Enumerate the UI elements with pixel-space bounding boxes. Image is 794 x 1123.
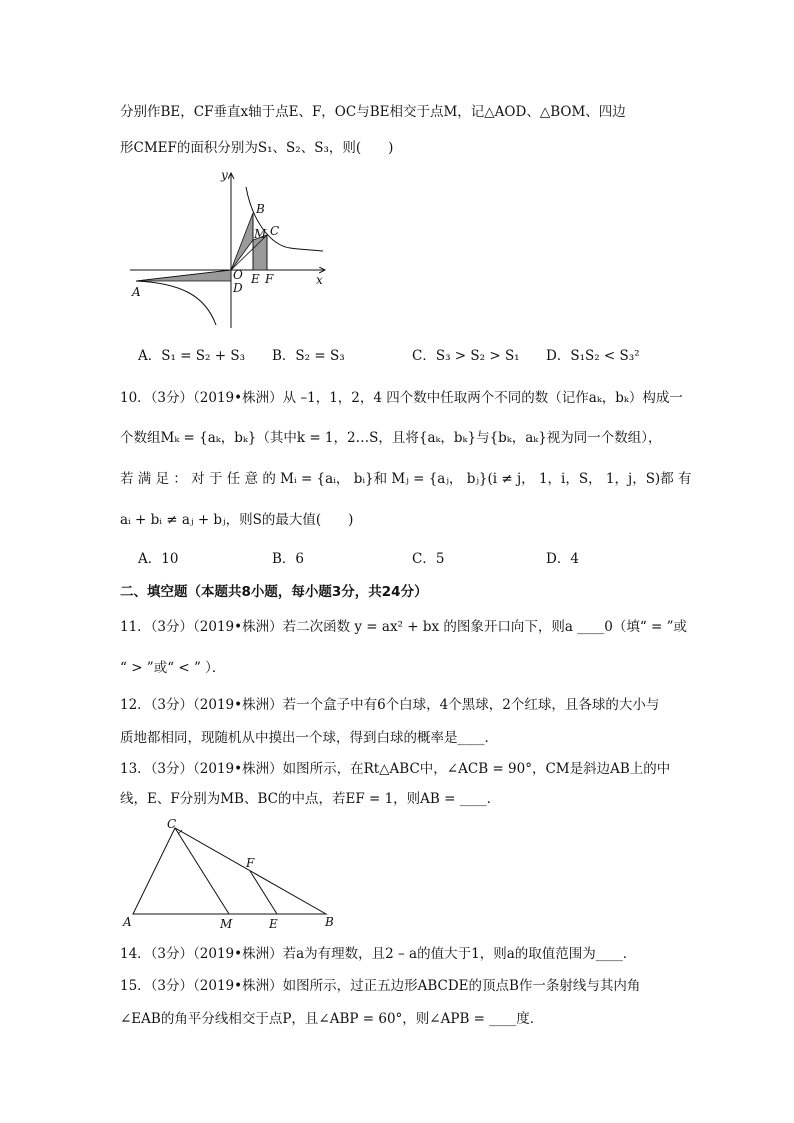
q13-label-C: C <box>167 818 177 831</box>
q13-label-F: F <box>246 856 255 870</box>
q13-label-B: B <box>325 915 334 929</box>
q13-segment-EF <box>250 871 277 914</box>
q10-text-line-4: aᵢ + bᵢ ≠ aⱼ + bⱼ，则S的最大值( ) <box>120 512 354 528</box>
q13-triangle-ABC <box>133 828 326 914</box>
q15-text-line-2: ∠EAB的角平分线相交于点P，且∠ABP = 60°，则∠APB = ____度． <box>120 1011 544 1027</box>
q15-text-line-1: 15．（3分）（2019•株洲）如图所示，过正五边形ABCDE的顶点B作一条射线与其内角 <box>120 978 641 994</box>
q10-option-a: A．10 <box>138 551 179 567</box>
q10-text-line-1: 10．（3分）（2019•株洲）从 –1，1，2，4 四个数中任取两个不同的数（记作aₖ，bₖ）构成一 <box>120 390 683 406</box>
q9-label-x: x <box>316 273 323 287</box>
q9-triangle-BOM <box>231 213 253 270</box>
q9-label-D: D <box>233 281 243 295</box>
q14-text-line-1: 14．（3分）（2019•株洲）若a为有理数，且2 – a的值大于1，则a的取值范围为____． <box>120 946 637 962</box>
q9-option-b: B．S₂ = S₃ <box>272 348 345 364</box>
q9-label-B: B <box>256 202 265 216</box>
q9-label-C: C <box>270 224 280 238</box>
q9-text-line-2: 形CMEF的面积分别为S₁、S₂、S₃，则( ) <box>120 140 394 156</box>
q10-option-d: D．4 <box>546 551 579 567</box>
q11-text-line-2: “ > ”或“ < ” ）． <box>120 660 226 676</box>
q13-text-line-1: 13．（3分）（2019•株洲）如图所示，在Rt△ABC中，∠ACB = 90°，CM是斜边AB上的中 <box>120 761 671 777</box>
q10-option-c: C．5 <box>412 551 445 567</box>
q9-hyperbola-left <box>136 281 216 325</box>
q12-text-line-1: 12．（3分）（2019•株洲）若一个盒子中有6个白球，4个黑球，2个红球，且各球的大小与 <box>120 697 660 713</box>
q13-text-line-2: 线，E、F分别为MB、BC的中点，若EF = 1，则AB = ____． <box>120 791 501 807</box>
q12-text-line-2: 质地都相同，现随机从中摸出一个球，得到白球的概率是____． <box>120 730 498 746</box>
q9-option-c: C．S₃ > S₂ > S₁ <box>412 348 520 364</box>
q10-text-line-2: 个数组Mₖ = {aₖ，bₖ}（其中k = 1，2…S，且将{aₖ，bₖ}与{bₖ，aₖ}视为同一个数组）， <box>120 430 662 446</box>
q13-median-CM <box>175 828 229 914</box>
q9-label-E: E <box>251 272 260 286</box>
q13-label-A: A <box>123 915 132 929</box>
q10-option-b: B．6 <box>272 551 305 567</box>
q10-text-line-3: 若 满 足 ： 对 于 任 意 的 Mᵢ = {aᵢ， bᵢ}和 Mⱼ = {aⱼ， bⱼ}(i ≠ j， 1，i，S， 1，j，S)都 有 <box>120 471 692 487</box>
q13-label-E: E <box>269 917 278 931</box>
q13-label-M: M <box>220 917 233 931</box>
q9-label-O: O <box>233 268 243 282</box>
q9-label-M: M <box>254 227 267 241</box>
q11-text-line-1: 11．（3分）（2019•株洲）若二次函数 y = ax² + bx 的图象开口向下，则a ____0（填“ = ”或 <box>120 619 688 635</box>
q9-option-d: D．S₁S₂ < S₃² <box>546 348 640 364</box>
q9-option-a: A．S₁ = S₂ + S₃ <box>138 348 246 364</box>
q9-figure <box>120 165 340 335</box>
q9-label-A: A <box>132 285 141 299</box>
q9-label-F: F <box>265 272 274 286</box>
q9-text-line-1: 分别作BE，CF垂直x轴于点E、F，OC与BE相交于点M，记△AOD、△BOM、四边 <box>120 104 626 120</box>
q9-label-y: y <box>221 168 228 182</box>
q13-figure <box>118 818 348 933</box>
section-2-heading: 二、填空题（本题共8小题，每小题3分，共24分） <box>120 584 428 600</box>
